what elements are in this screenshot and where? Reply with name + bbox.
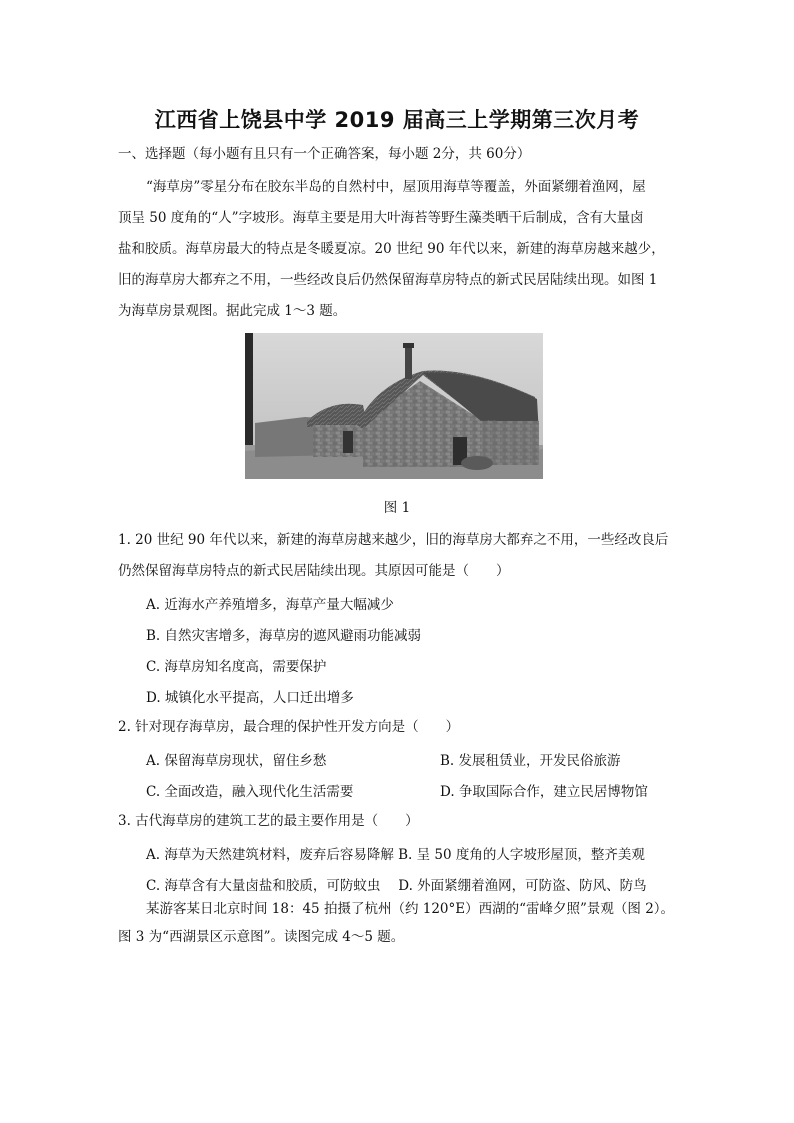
q1-option-b: B. 自然灾害增多，海草房的遮风避雨功能减弱 xyxy=(146,628,422,644)
q3-options-cd: C. 海草含有大量卤盐和胶质，可防蚊虫 D. 外面紧绷着渔网，可防盗、防风、防鸟 xyxy=(146,878,647,894)
intro-line-1: “海草房”零星分布在胶东半岛的自然村中，屋顶用海草等覆盖，外面紧绷着渔网，屋 xyxy=(146,179,646,195)
q1-stem-line-1: 1. 20 世纪 90 年代以来，新建的海草房越来越少，旧的海草房大都弃之不用，一些经改良后 xyxy=(118,532,669,548)
q3-options-ab: A. 海草为天然建筑材料，废弃后容易降解 B. 呈 50 度角的人字坡形屋顶，整齐美观 xyxy=(146,847,645,863)
q2-option-a: A. 保留海草房现状，留住乡愁 xyxy=(146,753,327,769)
q2-option-b: B. 发展租赁业，开发民俗旅游 xyxy=(440,753,621,769)
q1-option-a: A. 近海水产养殖增多，海草产量大幅减少 xyxy=(146,597,394,613)
intro-line-4: 旧的海草房大都弃之不用，一些经改良后仍然保留海草房特点的新式民居陆续出现。如图 1 xyxy=(118,272,658,288)
q2-option-c: C. 全面改造，融入现代化生活需要 xyxy=(146,784,354,800)
seaweed-house-illustration xyxy=(245,333,543,479)
q2-option-d: D. 争取国际合作，建立民居博物馆 xyxy=(440,784,648,800)
q1-option-c: C. 海草房知名度高，需要保护 xyxy=(146,659,327,675)
intro-line-5: 为海草房景观图。据此完成 1～3 题。 xyxy=(118,303,347,319)
q2-stem: 2. 针对现存海草房，最合理的保护性开发方向是（ ） xyxy=(118,719,460,735)
figure-caption: 图 1 xyxy=(383,500,411,516)
intro-line-2: 顶呈 50 度角的“人”字坡形。海草主要是用大叶海苔等野生藻类晒干后制成，含有大量卤 xyxy=(118,210,644,226)
q1-option-d: D. 城镇化水平提高，人口迁出增多 xyxy=(146,690,354,706)
page-title: 江西省上饶县中学 2019 届高三上学期第三次月考 xyxy=(154,108,640,132)
intro-line-3: 盐和胶质。海草房最大的特点是冬暖夏凉。20 世纪 90 年代以来，新建的海草房越来越少， xyxy=(118,241,665,257)
next-intro-line-2: 图 3 为“西湖景区示意图”。读图完成 4～5 题。 xyxy=(118,929,405,945)
section-heading: 一、选择题（每小题有且只有一个正确答案，每小题 2分，共 60分） xyxy=(118,146,531,162)
q1-stem-line-2: 仍然保留海草房特点的新式民居陆续出现。其原因可能是（ ） xyxy=(118,563,510,579)
next-intro-line-1: 某游客某日北京时间 18：45 拍摄了杭州（约 120°E）西湖的“雷峰夕照”景观（图 2）。 xyxy=(146,901,675,917)
q3-stem: 3. 古代海草房的建筑工艺的最主要作用是（ ） xyxy=(118,813,419,829)
seaweed-house-photo xyxy=(245,333,543,479)
